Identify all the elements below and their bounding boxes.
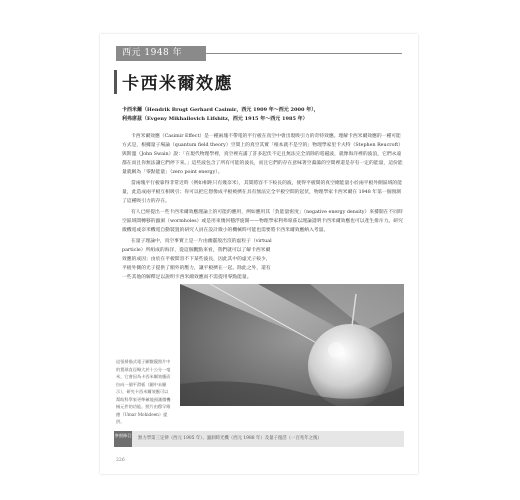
year-banner: 西元 1948 年	[116, 46, 206, 61]
see-also-tag: 參照條目	[114, 431, 132, 447]
sem-photo	[180, 284, 404, 406]
person-line: 卡西米爾（Hendrik Brugt Gerhard Casimir，西元 1909 年～西元 2000 年），	[122, 107, 319, 113]
figure-caption: 這張掃描式電子顯微鏡照片中的寬球直徑略大於十公分一毫米，它會因為卡西米爾效應而拉向一個平滑板（圖中未顯示），研究卡西米爾效應可以幫助科學家更準確地預測微機械元件的功能。照片由穆罕維德（Umar Mohideen）提供。	[116, 359, 171, 424]
paragraph: 有人已經提出一些卡西米爾效應理論上的可能的應用，例如應用其「負能量密度」（negative energy density）來撐開在不同時空區域間轉移的蟲洞（wormholes）或是用來幾何穩浮旋開——物理學家利弗席茲以理論證明卡西米爾效應也可以產生排斥力。研究微機電或奈米機電自動裝置的研究人員在設計微小的機械時可能也需要將卡西米爾效應納入考量。	[122, 210, 403, 233]
sem-photo-image	[180, 284, 404, 406]
see-also-text: 無力學第三定律（西元 1905 年）、蟲洞時光機（西元 1988 年）及量子復活（一百兆年之後）	[138, 436, 322, 441]
see-also-bar	[114, 431, 404, 447]
paragraph: 在量子理論中，真空事實上是一片由幽靈般出沒的虛粒子（virtual particle）所組成的海洋，從這個觀點來看，我們就可以了解卡西米爾效應的成因；由於在平板間容不下某些波長，因此其中的虛光子較少，平板外側的光子提供了額外的壓力，讓平板擠在一起。除此之外，還有一些其他的解釋足以說明卡西米爾效應而不需提用零點能量。	[122, 239, 272, 280]
book-page	[100, 34, 418, 474]
page-number: 226	[116, 458, 125, 463]
paragraph: 當兩塊平行板靠得非常近時（例如相距只有幾奈米），其間將容不下較長的波，使得平板間的真空總能量小於兩平板外側區域的能量，此造成兩平板互相吸引；你可以把它想像成平板被擠在具有無法完全平板空間的起伏，物理學家卡西米爾在 1948 年第一個預測了這種吸引力的存在。	[122, 181, 403, 204]
person-line: 利弗席茲（Evgeny Mikhailovich Lifshitz，西元 1915 年～西元 1985 年）	[122, 116, 308, 122]
title-accent-bar	[114, 70, 117, 94]
paragraph: 卡西米爾效應（Casimir Effect）是一種兩塊不帶電的平行板在真空中會出現吸引力的奇特效應。理解卡西米爾效應的一種可能方式是，根據量子場論（quantum field theory）空間上的真空其實「根本就不是空的」物理學家里卡夫特（Stephen Reucroft）與斯溫（John Swain）說：「在現代物理學裡，真空裡充滿了許多起伏不定且無法完全消除的電磁波，就像海洋裡的波浪，它們永遠都在而且你無法讓它們停下來。」這些波包含了所有可能的波長，而且它們的存在意味著空蕩蕩的空間裡還是存有一定的能量，這份能量就稱為「零點能量」（zero point energy）。	[122, 134, 403, 175]
people-credits	[122, 106, 402, 124]
divider	[206, 53, 402, 54]
body-text	[122, 132, 404, 284]
page-title: 卡西米爾效應	[122, 74, 233, 94]
